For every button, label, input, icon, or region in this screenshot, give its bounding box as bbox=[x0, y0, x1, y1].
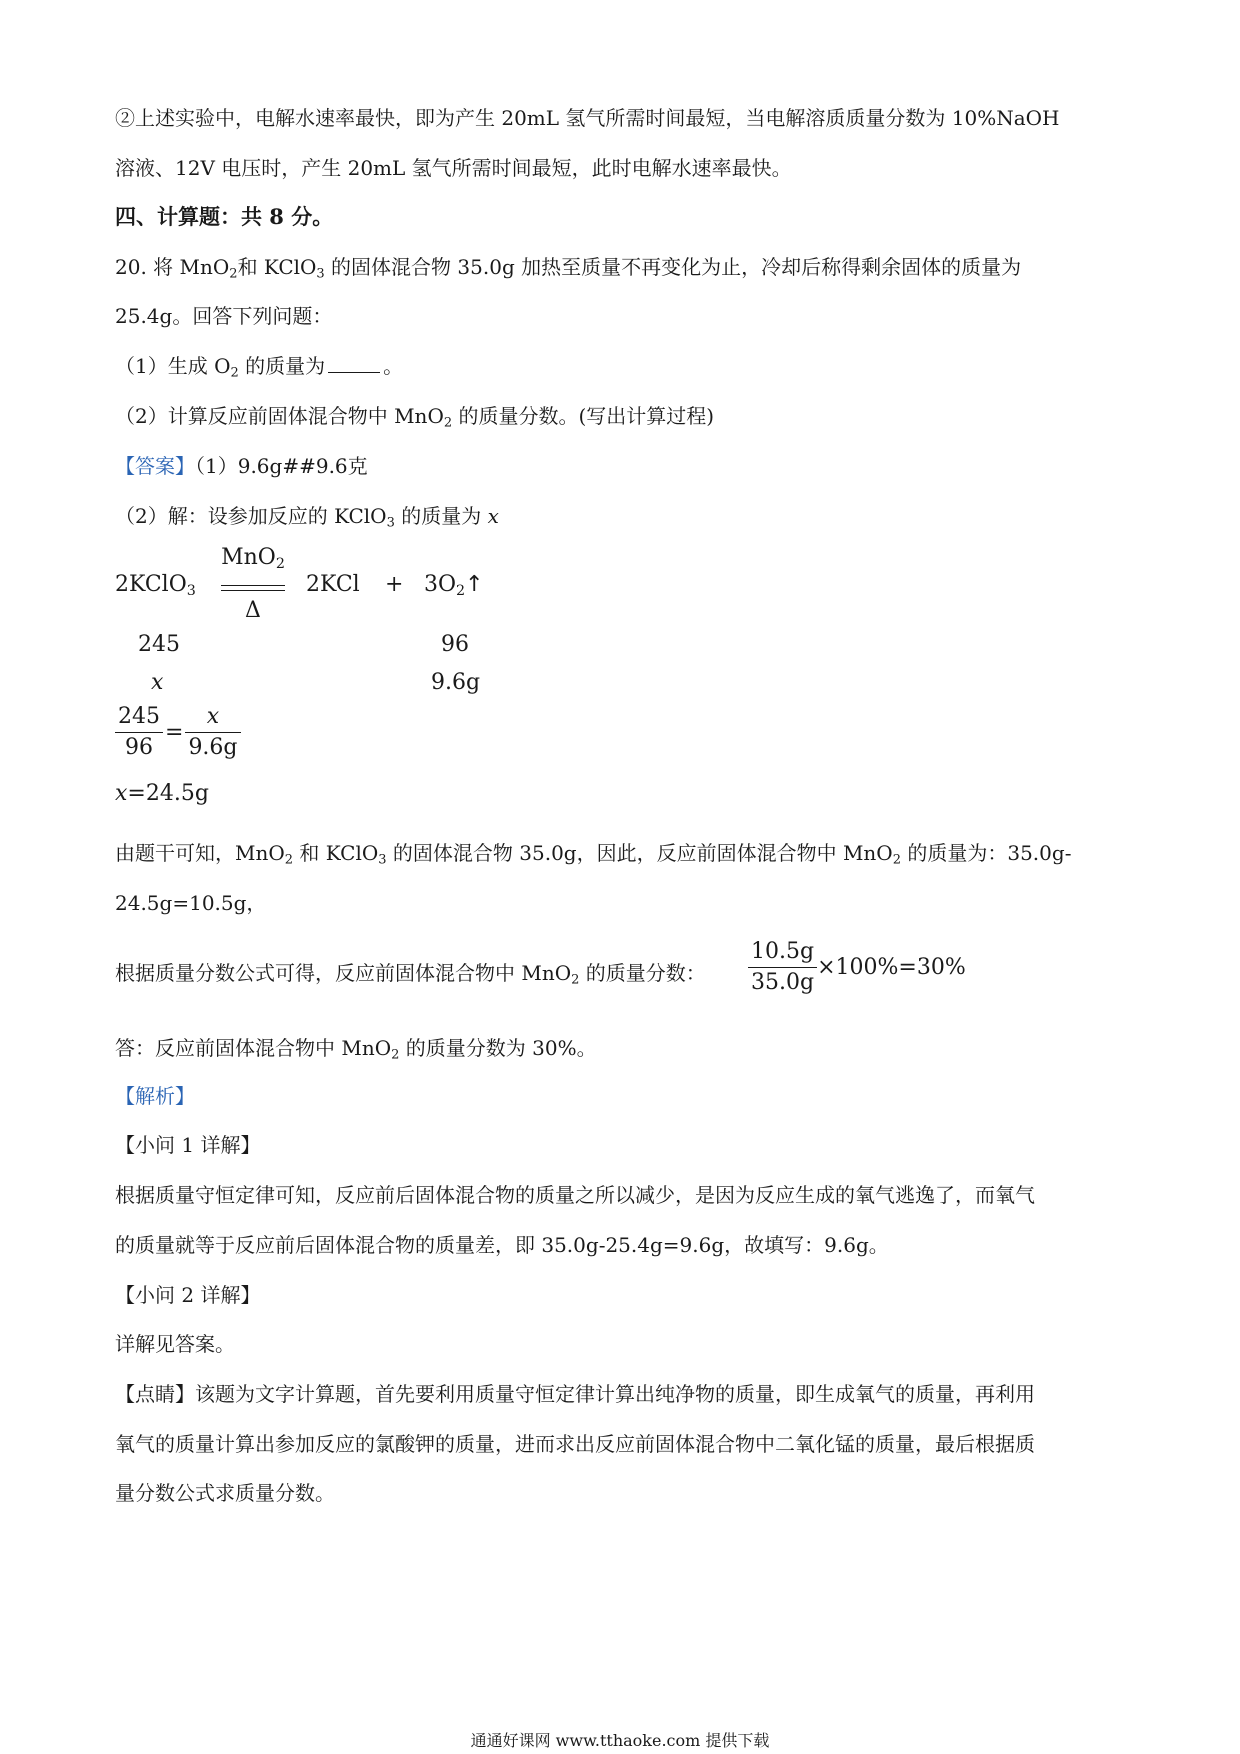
comment-line: 【点睛】该题为文字计算题，首先要利用质量守恒定律计算出纯净物的质量，即生成氧气的质量，再利用 bbox=[115, 1382, 1035, 1406]
molar-mass-product: 96 bbox=[441, 632, 469, 657]
question-part-1: （1）生成 $O_2$ 的质量为 。 bbox=[115, 354, 404, 381]
known-mass: 9.6g bbox=[431, 670, 481, 695]
sub-question-title: 【小问 2 详解】 bbox=[115, 1283, 261, 1307]
conclusion-line: 答：反应前固体混合物中 MnO$_2$ 的质量分数为 30%。 bbox=[115, 1036, 597, 1063]
comment-tag: 【点睛】 bbox=[115, 1382, 195, 1406]
equation-catalyst: MnO$_2$ bbox=[221, 545, 285, 572]
fraction: $\frac{10.5g}{35.0g}$ bbox=[748, 940, 817, 995]
equation-double-bar bbox=[221, 590, 285, 591]
answer-tag: 【答案】 bbox=[115, 454, 195, 478]
comment-line: 氧气的质量计算出参加反应的氯酸钾的质量，进而求出反应前固体混合物中二氧化锰的质量，最后根据质 bbox=[115, 1432, 1035, 1456]
equation-double-bar bbox=[221, 585, 285, 586]
sub-question-title: 【小问 1 详解】 bbox=[115, 1133, 261, 1157]
question-line: 25.4g。回答下列问题： bbox=[115, 304, 333, 328]
analysis-line: 根据质量守恒定律可知，反应前后固体混合物的质量之所以减少，是因为反应生成的氧气逃逸了，而氧气 bbox=[115, 1183, 1035, 1207]
paragraph-line: ②上述实验中，电解水速率最快，即为产生 20mL 氢气所需时间最短，当电解溶质质量分数为 10%NaOH bbox=[115, 106, 1060, 130]
fraction: $\frac{245}{96}$ bbox=[115, 705, 163, 760]
derivation-line: 24.5g=10.5g， bbox=[115, 891, 267, 915]
proportion-equation: $\frac{245}{96}$ = $\frac{x}{9.6g}$ bbox=[115, 705, 241, 760]
question-part-2: （2）计算反应前固体混合物中 MnO$_2$ 的质量分数。(写出计算过程) bbox=[115, 404, 715, 431]
answer-line: 【答案】（1）9.6g##9.6克 bbox=[115, 454, 368, 478]
analysis-line: 的质量就等于反应前后固体混合物的质量差，即 35.0g-25.4g=9.6g，故填写：9.6g。 bbox=[115, 1233, 889, 1257]
page-footer: 通通好课网 www.tthaoke.com 提供下载 bbox=[470, 1731, 770, 1750]
fraction: $\frac{x}{9.6g}$ bbox=[185, 705, 240, 760]
answer-line: （2）解：设参加反应的 KClO$_3$ 的质量为 x bbox=[115, 504, 499, 531]
answer-blank bbox=[328, 354, 380, 373]
analysis-tag: 【解析】 bbox=[115, 1084, 195, 1108]
question-line: 20. 将 MnO$_2$和 KClO$_3$ 的固体混合物 35.0g 加热至质量不再变化为止，冷却后称得剩余固体的质量为 bbox=[115, 255, 1022, 282]
paragraph-line: 溶液、12V 电压时，产生 20mL 氢气所需时间最短，此时电解水速率最快。 bbox=[115, 156, 792, 180]
comment-line: 量分数公式求质量分数。 bbox=[115, 1481, 335, 1505]
unknown-mass: x bbox=[151, 670, 164, 695]
section-heading: 四、计算题：共 8 分。 bbox=[115, 204, 334, 229]
result-line: x=24.5g bbox=[115, 781, 209, 806]
analysis-line: 详解见答案。 bbox=[115, 1332, 235, 1356]
gas-arrow-icon: ↑ bbox=[465, 572, 484, 597]
derivation-line: 由题干可知，MnO$_2$ 和 KClO$_3$ 的固体混合物 35.0g，因此，反应前固体混合物中 MnO$_2$ 的质量为：35.0g- bbox=[115, 841, 1072, 868]
equation-heat-symbol: Δ bbox=[245, 598, 261, 623]
equation-plus: + bbox=[385, 572, 404, 597]
derivation-line: 根据质量分数公式可得，反应前固体混合物中 MnO$_2$ 的质量分数： bbox=[115, 961, 706, 988]
mass-fraction-formula: $\frac{10.5g}{35.0g}$ ×100%=30% bbox=[748, 940, 966, 995]
equation-reactant: 2KClO$_3$ bbox=[115, 572, 196, 599]
equation-product-kcl: 2KCl bbox=[306, 572, 360, 597]
molar-mass-reactant: 245 bbox=[138, 632, 180, 657]
equation-product-o2: $3O_2↑$ bbox=[424, 572, 484, 599]
